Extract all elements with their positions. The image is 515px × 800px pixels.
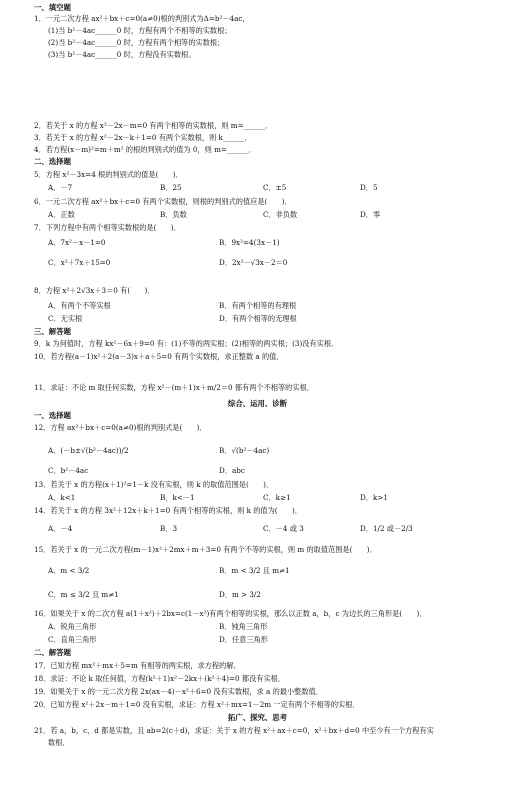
- q16-option-a: A．锐角三角形: [48, 622, 97, 631]
- q15-option-b: B．m < 3/2 且 m≠1: [219, 566, 290, 575]
- question-5: 5．方程 x²－3x=4 根的判别式的值是( )．: [34, 170, 183, 179]
- q12-option-c: C．b²－4ac: [48, 466, 89, 475]
- q6-option-a: A．正数: [48, 210, 75, 219]
- section-title-extension: 拓广、探究、思考: [227, 713, 288, 722]
- question-8: 8．方程 x²＋2√3x＋3＝0 有( )．: [34, 286, 155, 295]
- question-1-part-3: (3)当 b²－4ac______0 时，方程没有实数根。: [48, 50, 196, 59]
- q15-option-a: A．m < 3/2: [48, 566, 90, 575]
- q16-option-b: B．钝角三角形: [219, 622, 268, 631]
- question-15: 15．若关于 x 的一元二次方程(m－1)x²＋2mx＋m＋3=0 有两个不等的实根，则 m 的取值范围是( )．: [34, 545, 377, 554]
- question-4: 4．若方程(x－m)²=m＋m² 的根的判别式的值为 0，则 m=______．: [34, 145, 256, 154]
- q14-option-c: C．－4 或 3: [263, 524, 304, 533]
- question-19: 19．如果关于 x 的一元二次方程 2x(ax－4)－x²＋6=0 没有实数根，求 a 的最小整数值．: [34, 687, 323, 696]
- question-6: 6．一元二次方程 ax²＋bx＋c=0 有两个实数根，则根的判别式的值应是( )．: [34, 197, 292, 206]
- question-11: 11．求证：不论 m 取任何实数，方程 x²－(m＋1)x＋m/2＝0 都有两个不相等的实根．: [34, 383, 314, 392]
- section-heading-choice: 二、选择题: [34, 157, 71, 166]
- q7-option-d: D．2x²－√3x－2＝0: [219, 258, 288, 267]
- q5-option-b: B．25: [160, 183, 182, 192]
- q8-option-a: A．有两个不等实根: [48, 301, 111, 310]
- q12-option-a: A．(－b±√(b²－4ac))/2: [48, 446, 129, 455]
- q8-option-b: B．有两个相等的有理根: [219, 301, 297, 310]
- question-13: 13．若关于 x 的方程(x＋1)²=1－k 没有实根，则 k 的取值范围是( )．: [34, 480, 274, 489]
- question-1: 1．一元二次方程 ax²＋bx＋c=0(a≠0)根的判别式为Δ=b²－4ac，: [34, 14, 250, 23]
- section-heading-answer-2: 二、解答题: [34, 648, 71, 657]
- question-16: 16．如果关于 x 的二次方程 a(1＋x²)＋2bx=c(1－x²)有两个相等的实根，那么以正数 a，b，c 为边长的三角形是( )．: [34, 609, 427, 618]
- q16-option-d: D．任意三角形: [219, 635, 268, 644]
- q13-option-a: A．k<1: [48, 493, 76, 502]
- question-20: 20．已知方程 x²＋2x－m＋1=0 没有实根，求证：方程 x²＋mx=1－2m 一定有两个不相等的实根．: [34, 700, 360, 709]
- q14-option-a: A．－4: [48, 524, 73, 533]
- q13-option-d: D．k>1: [360, 493, 388, 502]
- q6-option-d: D．零: [360, 210, 381, 219]
- question-12: 12．方程 ax²＋bx＋c=0(a≠0)根的判别式是( )．: [34, 423, 207, 432]
- q14-option-d: D．1/2 或－2/3: [360, 524, 413, 533]
- question-17: 17．已知方程 mx²＋mx＋5=m 有相等的两实根，求方程的解．: [34, 661, 241, 670]
- q6-option-b: B．负数: [160, 210, 187, 219]
- q12-option-d: D．abc: [219, 466, 245, 475]
- question-18: 18．求证：不论 k 取任何值，方程(k²＋1)x²－2kx＋(k²＋4)=0 都没有实根．: [34, 674, 286, 683]
- question-21: 21．若 a，b，c，d 都是实数，且 ab=2(c＋d)，求证：关于 x 的方程 x²＋ax＋c=0，x²＋bx＋d=0 中至少有一个方程有实: [34, 726, 434, 735]
- q7-option-a: A．7x²－x－1=0: [48, 238, 106, 247]
- question-3: 3．若关于 x 的方程 x²－2x－k＋1=0 有两个实数根，则 k______．: [34, 133, 252, 142]
- q7-option-c: C．x²＋7x＋15=0: [48, 258, 111, 267]
- section-heading-answer: 三、解答题: [34, 327, 71, 336]
- section-heading-choice-2: 一、选择题: [34, 411, 71, 420]
- question-10: 10．若方程(a－1)x²＋2(a－3)x＋a＋5=0 有两个实数根，求正整数 a 的值．: [34, 352, 284, 361]
- question-14: 14．若关于 x 的方程 3x²＋12x＋k＋1=0 有两个相等的实根，则 k 的值为( )．: [34, 506, 302, 515]
- question-2: 2．若关于 x 的方程 x²－2x－m=0 有两个相等的实数根，则 m=______．: [34, 121, 273, 130]
- section-heading-fill: 一、填空题: [34, 3, 71, 12]
- q5-option-d: D．5: [360, 183, 378, 192]
- q12-option-b: B．√(b²－4ac): [219, 446, 270, 455]
- q7-option-b: B．9x²=4(3x－1): [219, 238, 280, 247]
- q8-option-d: D．有两个相等的无理根: [219, 314, 297, 323]
- question-21-continued: 数根．: [48, 738, 70, 747]
- q5-option-a: A．－7: [48, 183, 73, 192]
- q6-option-c: C．非负数: [263, 210, 298, 219]
- q5-option-c: C．±5: [263, 183, 287, 192]
- q15-option-c: C．m ≤ 3/2 且 m≠1: [48, 590, 119, 599]
- question-1-part-1: (1)当 b²－4ac______0 时，方程有两个不相等的实数根；: [48, 26, 232, 35]
- q13-option-c: C．k≥1: [263, 493, 291, 502]
- question-1-part-2: (2)当 b²－4ac______0 时，方程有两个相等的实数根；: [48, 38, 225, 47]
- q14-option-b: B．3: [160, 524, 178, 533]
- q8-option-c: C．无实根: [48, 314, 83, 323]
- question-9: 9．k 为何值时，方程 kx²－6x＋9=0 有：(1)不等的两实根；(2)相等的两实根；(3)没有实根．: [34, 339, 339, 348]
- question-7: 7．下列方程中有两个相等实数根的是( )．: [34, 223, 181, 232]
- q15-option-d: D．m > 3/2: [219, 590, 261, 599]
- q16-option-c: C．直角三角形: [48, 635, 97, 644]
- section-title-comprehensive: 综合、运用、诊断: [227, 399, 288, 408]
- q13-option-b: B．k<－1: [160, 493, 195, 502]
